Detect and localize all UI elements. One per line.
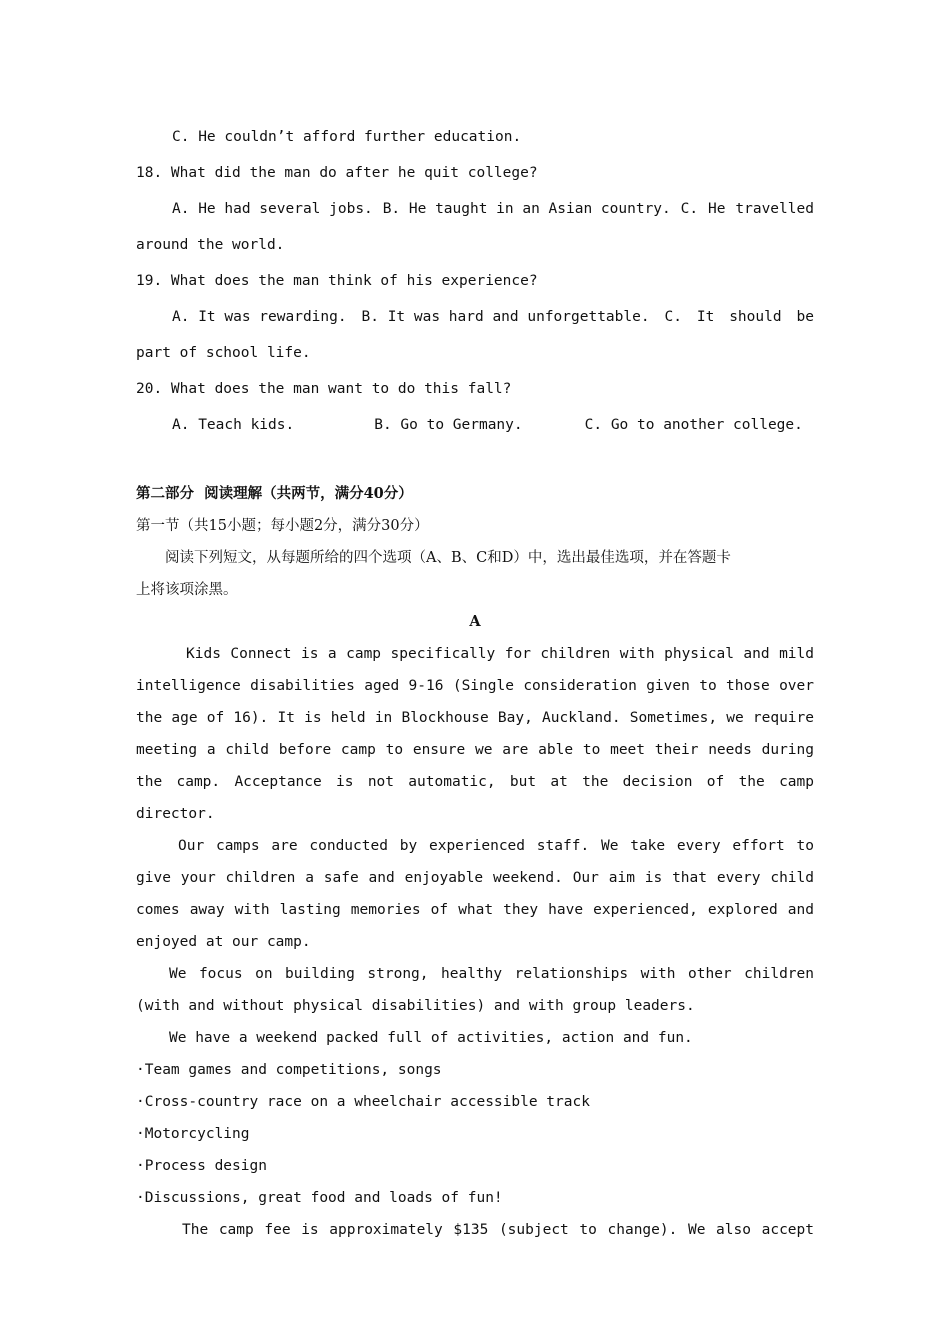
paragraph-1: Kids Connect is a camp specifically for children with physical and mild intelligence disabilities aged 9-16 (Single consideration given to those over the age of 16). It is held in Blockhouse Bay, Auckland. Sometimes, we require meeting a child before camp to ensure we are able to meet their needs during the camp. Acceptance is not automatic, but at the decision of the camp director. [136,646,814,822]
q19-option-c-word-3: be [796,309,814,325]
part-title: 第二部分 阅读理解（共两节，满分40分） [136,485,413,502]
activity-bullet-2: ·Cross-country race on a wheelchair accessible track [136,1094,590,1110]
q20-option-a: A. Teach kids. [172,417,295,433]
q19-option-c-word-1: It [696,309,715,325]
q18-option-b: B. He taught in an Asian country. [382,201,671,217]
q19-stem: 19. What does the man think of his experience? [136,273,538,289]
paragraph-4: We have a weekend packed full of activities, action and fun. [169,1030,693,1046]
paragraph-3: We focus on building strong, healthy relationships with other children (with and without physical disabilities) and with group leaders. [136,966,814,1014]
q17-option-c: C. He couldn’t afford further education. [172,129,522,145]
section-title: 第一节（共15小题；每小题2分，满分30分） [136,518,429,534]
q19-option-c-word-2: should [729,309,782,325]
q20-stem: 20. What does the man want to do this fall? [136,381,512,397]
activity-bullet-1: ·Team games and competitions, songs [136,1062,442,1078]
q18-option-a: A. He had several jobs. [172,201,373,217]
instruction-line-1: 阅读下列短文，从每题所给的四个选项（A、B、C和D）中，选出最佳选项，并在答题卡 [165,550,731,566]
activity-bullet-5: ·Discussions, great food and loads of fun! [136,1190,503,1206]
activity-bullet-3: ·Motorcycling [136,1126,250,1142]
paragraph-fee: The camp fee is approximately $135 (subject to change). We also accept [182,1222,814,1238]
q20-option-c: C. Go to another college. [584,417,803,433]
paragraph-2: Our camps are conducted by experienced staff. We take every effort to give your children a safe and enjoyable weekend. Our aim is that every child comes away with lasting memories of what they have experienced, explored and enjoyed at our camp. [136,838,814,950]
q18-options [136,196,814,222]
q18-option-c-letter: C. [680,201,699,217]
q18-stem: 18. What did the man do after he quit college? [136,165,538,181]
q19-option-b: B. It was hard and unforgettable. [361,309,650,325]
instruction-line-2: 上将该项涂黑。 [136,582,238,598]
q19-option-a: A. It was rewarding. [172,309,347,325]
q19-options [136,304,814,330]
q18-option-c-word-2: travelled [735,201,814,217]
exam-page [136,124,814,1246]
activity-bullet-4: ·Process design [136,1158,267,1174]
q19-option-c-continued: part of school life. [136,345,311,361]
q20-option-b: B. Go to Germany. [374,417,523,433]
q20-options [136,412,814,438]
passage-label: A [469,613,481,630]
q18-option-c-word-1: He [708,201,726,217]
q18-option-c-continued: around the world. [136,237,285,253]
q19-option-c-letter: C. [664,309,682,325]
